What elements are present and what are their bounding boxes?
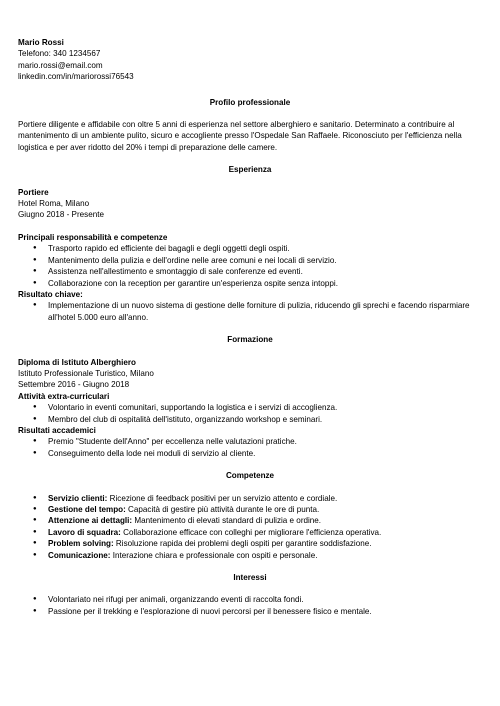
skill-name: Comunicazione: <box>48 550 111 560</box>
responsibilities-list <box>18 243 482 289</box>
list-item: ● Volontario in eventi comunitari, supportando la logistica e i servizi di accoglienza. <box>18 402 482 413</box>
academic-results-list <box>18 436 482 459</box>
skill-item <box>18 515 482 526</box>
school-name: Istituto Professionale Turistico, Milano <box>18 368 154 378</box>
profile-title: Profilo professionale <box>209 97 291 107</box>
profile-section <box>18 97 482 154</box>
skill-name: Problem solving: <box>48 539 114 549</box>
contact-block <box>18 37 482 83</box>
skill-desc: Interazione chiara e professionale con ospiti e personale. <box>110 550 318 560</box>
interests-list <box>18 594 482 617</box>
key-result-title: Risultato chiave: <box>18 289 83 299</box>
list-item: ● Volontariato nei rifugi per animali, organizzando eventi di raccolta fondi. <box>18 594 482 605</box>
skill-desc: Collaborazione efficace con colleghi per migliorare l'efficienza operativa. <box>120 527 382 537</box>
interests-section <box>18 572 482 617</box>
skill-desc: Ricezione di feedback positivi per un servizio attento e cordiale. <box>107 493 338 503</box>
email-address: mario.rossi@email.com <box>18 60 103 70</box>
linkedin-url: linkedin.com/in/mariorossi76543 <box>18 72 134 82</box>
interests-title: Interessi <box>233 573 267 583</box>
skill-item <box>18 538 482 549</box>
skill-item <box>18 527 482 538</box>
list-item: ● Mantenimento della pulizia e dell'ordine nelle aree comuni e nei locali di servizio. <box>18 255 482 266</box>
skill-item <box>18 504 482 515</box>
skills-title: Competenze <box>225 471 275 481</box>
candidate-name: Mario Rossi <box>18 38 64 47</box>
skills-section <box>18 470 482 561</box>
skill-name: Lavoro di squadra: <box>48 527 121 537</box>
skill-name: Servizio clienti: <box>48 493 108 503</box>
list-item: ● Passione per il trekking e l'esplorazione di nuovi percorsi per il benessere fisico e mentale. <box>18 606 482 617</box>
list-item: ● Conseguimento della lode nei moduli di servizio al cliente. <box>18 448 482 459</box>
profile-text: Portiere diligente e affidabile con oltre 5 anni di esperienza nel settore alberghiero e sanitario. Determinato a contribuire al mantenimento di un ambiente pulito, sicuro e accogliente presso l'Ospedale San Raffaele. Riconosciuto per l'efficienza nella logistica e per aver ridotto del 20% i tempi di preparazione delle camere. <box>18 120 462 152</box>
skill-desc: Capacità di gestire più attività durante le ore di punta. <box>125 505 320 514</box>
job-dates: Giugno 2018 - Presente <box>18 210 104 220</box>
list-item: ● Collaborazione con la reception per garantire un'esperienza ospite senza intoppi. <box>18 278 482 289</box>
responsibilities-title: Principali responsabilità e competenze <box>18 232 168 242</box>
skill-desc: Mantenimento di elevati standard di pulizia e ordine. <box>132 516 322 526</box>
list-item: ● Assistenza nell'allestimento e smontaggio di sale conferenze ed eventi. <box>18 266 482 277</box>
phone-number: Telefono: 340 1234567 <box>18 49 101 59</box>
key-result-list <box>18 300 482 323</box>
list-item: ● Implementazione di un nuovo sistema di gestione delle forniture di pulizia, riducendo gli sprechi e facendo risparmiare all'hotel 5.000 euro all'anno. <box>18 300 482 323</box>
experience-title: Esperienza <box>228 165 272 175</box>
skill-desc: Risoluzione rapida dei problemi degli ospiti per garantire soddisfazione. <box>113 539 372 549</box>
job-company: Hotel Roma, Milano <box>18 199 90 209</box>
degree-title: Diploma di Istituto Alberghiero <box>18 357 136 367</box>
skills-list <box>18 493 482 561</box>
academic-results-title: Risultati accademici <box>18 425 96 435</box>
education-title: Formazione <box>227 335 273 345</box>
experience-section <box>18 164 482 323</box>
skill-name: Attenzione ai dettagli: <box>48 516 133 526</box>
list-item: ● Premio "Studente dell'Anno" per eccellenza nelle valutazioni pratiche. <box>18 436 482 447</box>
skill-name: Gestione del tempo: <box>48 505 126 514</box>
education-dates: Settembre 2016 - Giugno 2018 <box>18 380 130 390</box>
extra-activities-title: Attività extra-curriculari <box>18 391 110 401</box>
skill-item <box>18 493 482 504</box>
extra-activities-list <box>18 402 482 425</box>
list-item: ● Trasporto rapido ed efficiente dei bagagli e degli oggetti degli ospiti. <box>18 243 482 254</box>
job-title: Portiere <box>18 187 49 197</box>
list-item: ● Membro del club di ospitalità dell'istituto, organizzando workshop e seminari. <box>18 414 482 425</box>
skill-item <box>18 550 482 561</box>
education-section <box>18 334 482 459</box>
